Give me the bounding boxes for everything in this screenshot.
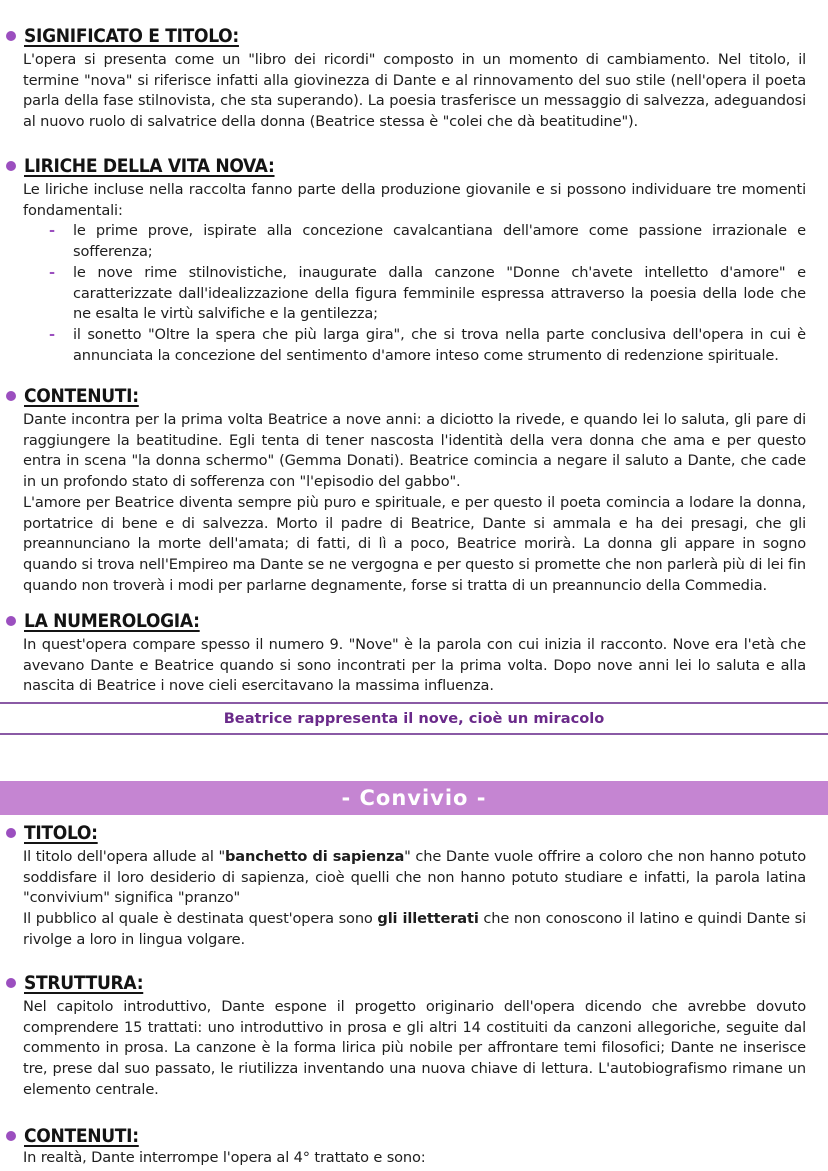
dash-icon: -	[49, 222, 55, 240]
paragraph	[23, 847, 806, 909]
list-item-text: le prime prove, ispirate alla concezione cavalcantiana dell'amore come passione irrazionale e sofferenza;	[73, 222, 806, 261]
bullet-icon	[6, 391, 16, 401]
section-contenuti	[0, 384, 828, 596]
section-titolo	[0, 821, 828, 951]
paragraph: Nel capitolo introduttivo, Dante espone il progetto originario dell'opera dicendo che avrebbe dovuto comprendere 15 trattati: uno introduttivo in prosa e gli altri 14 costituiti da canzoni allegoriche, seguite dal commento in prosa. La canzone è la forma lirica più nobile per affrontare temi filosofici; Dante ne inserisce tre, prese dal suo passato, le riutilizza inventando una nuova chiave di lettura. L'autobiografismo rimane un elemento centrale.	[23, 998, 806, 1098]
section-heading	[6, 821, 828, 845]
list	[49, 221, 806, 366]
section-heading	[6, 154, 828, 178]
paragraph: L'opera si presenta come un "libro dei ricordi" composto in un momento di cambiamento. Nel titolo, il termine "nova" si riferisce infatti alla giovinezza di Dante e al rinnovamento del suo stile (nell'opera il poeta parla della fase stilnovista, che sta superando). La poesia trasferisce un messaggio di salvezza, adeguandosi al nuovo ruolo di salvatrice della donna (Beatrice stessa è "colei che dà beatitudine").	[23, 51, 806, 131]
paragraph: In realtà, Dante interrompe l'opera al 4° trattato e sono:	[23, 1149, 426, 1166]
section-heading	[6, 1124, 828, 1148]
bullet-icon	[6, 978, 16, 988]
text-run: " che Dante vuole offrire a coloro che non hanno potuto soddisfare il loro desiderio di sapienza, cioè quelli che non hanno potuto studiare e infatti, la parola latina "convivium" significa "pranzo"	[23, 848, 806, 907]
section-heading	[6, 971, 828, 995]
list-item	[49, 325, 806, 366]
heading-text: LIRICHE DELLA VITA NOVA:	[24, 155, 275, 177]
dash-icon: -	[49, 325, 55, 343]
section-numerologia	[0, 609, 828, 697]
callout-box	[0, 702, 828, 735]
heading-text: SIGNIFICATO E TITOLO:	[24, 25, 239, 47]
section-heading	[6, 609, 828, 633]
chapter-banner	[0, 781, 828, 815]
dash-icon: -	[49, 263, 55, 281]
banner-title: - Convivio -	[341, 786, 487, 810]
bold-text: gli illetterati	[377, 910, 479, 928]
list-item-text: le nove rime stilnovistiche, inaugurate dalla canzone "Donne ch'avete intelletto d'amore" e caratterizzate dall'idealizzazione della figura femminile espressa attraverso la poesia della lode che ne esalta le virtù salvifiche e la gentilezza;	[73, 263, 806, 323]
heading-text: CONTENUTI:	[24, 1125, 139, 1147]
paragraph: Dante incontra per la prima volta Beatrice a nove anni: a diciotto la rivede, e quando lei lo saluta, gli pare di raggiungere la beatitudine. Egli tenta di tener nascosta l'identità della vera donna che ama e per questo entra in scena "la donna schermo" (Gemma Donati). Beatrice comincia a negare il saluto a Dante, che cade in un profondo stato di sofferenza con "l'episodio del gabbo".	[23, 411, 806, 491]
bullet-icon	[6, 161, 16, 171]
list-item	[49, 221, 806, 262]
heading-text: TITOLO:	[24, 822, 98, 844]
text-run: Il titolo dell'opera allude al "	[23, 848, 226, 865]
paragraph: Le liriche incluse nella raccolta fanno parte della produzione giovanile e si possono individuare tre momenti fondamentali:	[23, 181, 806, 219]
bullet-icon	[6, 31, 16, 41]
section-heading	[6, 384, 828, 408]
section-contenuti-convivio	[0, 1124, 828, 1169]
section-significato	[0, 24, 828, 133]
section-struttura	[0, 971, 828, 1101]
heading-text: CONTENUTI:	[24, 385, 139, 407]
bullet-icon	[6, 616, 16, 626]
callout-text: Beatrice rappresenta il nove, cioè un miracolo	[223, 710, 605, 727]
text-run: Il pubblico al quale è destinata quest'opera sono	[23, 910, 378, 928]
paragraph: L'amore per Beatrice diventa sempre più puro e spirituale, e per questo il poeta comincia a lodare la donna, portatrice di bene e di salvezza. Morto il padre di Beatrice, Dante si ammala e ha dei presagi, che gli preannunciano la morte dell'amata; di fatti, di lì a poco, Beatrice morirà. La donna gli appare in sogno quando si trova nell'Empireo ma Dante se ne vergogna e per questo si promette che non parlerà più di lei fin quando non troverà i modi per parlarne degnamente, forse si tratta di un preannuncio della Commedia.	[23, 493, 806, 594]
paragraph	[23, 909, 806, 950]
list-item	[49, 263, 806, 325]
section-heading	[6, 24, 828, 48]
list-item-text: il sonetto "Oltre la spera che più larga gira", che si trova nella parte conclusiva dell'opera in cui è annunciata la concezione del sentimento d'amore inteso come strumento di redenzione spirituale.	[73, 325, 806, 364]
bullet-icon	[6, 828, 16, 838]
text-run: che non conoscono il latino e quindi Dante si rivolge a loro in lingua volgare.	[23, 910, 806, 948]
bold-text: banchetto di sapienza	[225, 848, 405, 865]
heading-text: STRUTTURA:	[24, 972, 144, 994]
heading-text: LA NUMEROLOGIA:	[24, 610, 200, 632]
section-liriche	[0, 154, 828, 366]
paragraph: In quest'opera compare spesso il numero 9. "Nove" è la parola con cui inizia il racconto. Nove era l'età che avevano Dante e Beatrice quando si sono incontrati per la prima volta. Dopo nove anni lei lo saluta e alla nascita di Beatrice i nove cieli esercitavano la massima influenza.	[23, 636, 806, 695]
bullet-icon	[6, 1131, 16, 1141]
